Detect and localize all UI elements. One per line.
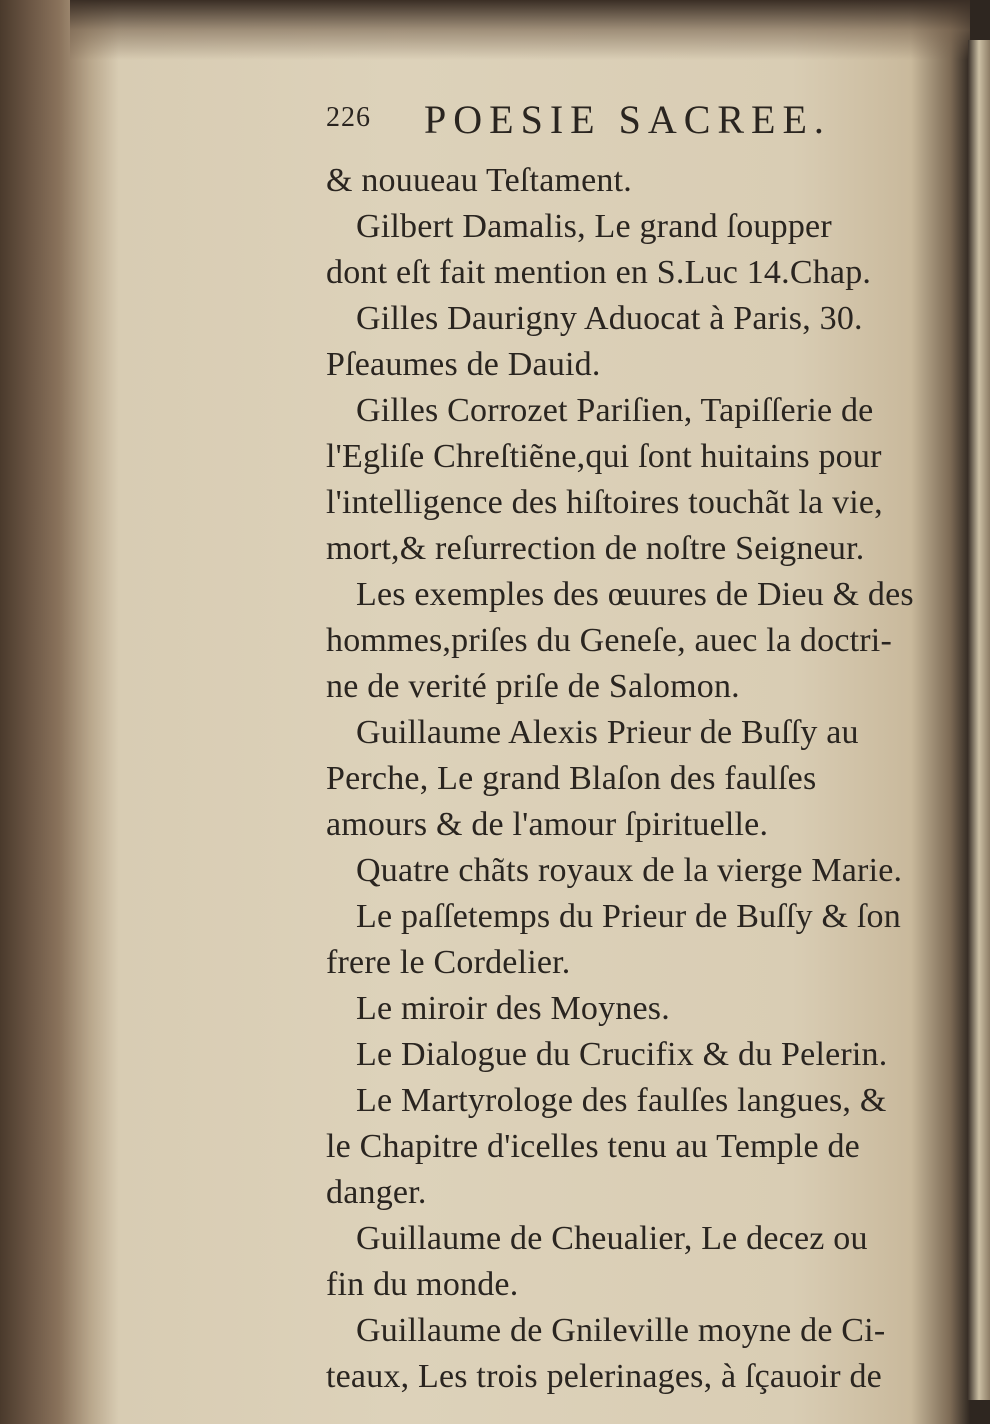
text-lines	[326, 158, 926, 1400]
text-line: Gilles Daurigny Aduocat à Paris, 30.	[356, 300, 863, 337]
page-text-block	[326, 96, 926, 1400]
text-line: Gilbert Damalis, Le grand ſoupper	[356, 208, 832, 245]
text-line: Pſeaumes de Dauid.	[326, 346, 601, 383]
text-line: Gilles Corrozet Pariſien, Tapiſſerie de	[356, 392, 874, 429]
page-number: 226	[326, 102, 371, 133]
text-line: Guillaume de Cheualier, Le decez ou	[356, 1220, 868, 1257]
text-line: l'intelligence des hiſtoires touchãt la vie,	[326, 484, 883, 521]
text-line: hommes,priſes du Geneſe, auec la doctri-	[326, 622, 892, 659]
text-line: Quatre chãts royaux de la vierge Marie.	[356, 852, 903, 889]
text-line: Guillaume de Gnileville moyne de Ci-	[356, 1312, 886, 1349]
text-line: Perche, Le grand Blaſon des faulſes	[326, 760, 817, 797]
text-line: amours & de l'amour ſpirituelle.	[326, 806, 769, 843]
page-header	[326, 96, 926, 158]
page-top-shadow	[70, 0, 970, 60]
text-line: Les exemples des œuures de Dieu & des	[356, 576, 914, 613]
text-line: l'Egliſe Chreſtiẽne,qui ſont huitains pour	[326, 438, 882, 475]
text-line: teaux, Les trois pelerinages, à ſçauoir de	[326, 1358, 882, 1395]
facing-page-edge	[968, 40, 990, 1400]
text-line: le Chapitre d'icelles tenu au Temple de	[326, 1128, 860, 1165]
text-line: danger.	[326, 1174, 427, 1211]
text-line: Le paſſetemps du Prieur de Buſſy & ſon	[356, 898, 901, 935]
text-line: Le miroir des Moynes.	[356, 990, 670, 1027]
text-line: Le Martyrologe des faulſes langues, &	[356, 1082, 887, 1119]
text-line: fin du monde.	[326, 1266, 519, 1303]
text-line: mort,& reſurrection de noſtre Seigneur.	[326, 530, 865, 567]
text-line: ne de verité priſe de Salomon.	[326, 668, 740, 705]
text-line: Le Dialogue du Crucifix & du Pelerin.	[356, 1036, 888, 1073]
text-line: Guillaume Alexis Prieur de Buſſy au	[356, 714, 859, 751]
text-line: frere le Cordelier.	[326, 944, 571, 981]
text-line: dont eſt fait mention en S.Luc 14.Chap.	[326, 254, 872, 291]
text-line: & nouueau Teſtament.	[326, 162, 632, 199]
running-title: POESIE SACREE.	[424, 97, 831, 142]
